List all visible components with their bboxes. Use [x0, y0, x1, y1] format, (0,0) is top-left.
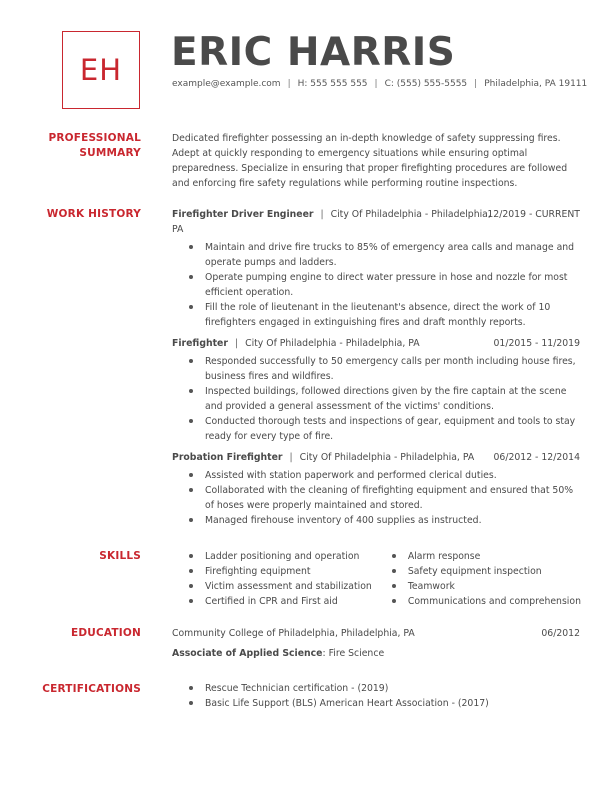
degree-name: Associate of Applied Science	[172, 648, 323, 659]
list-item: Fill the role of lieutenant in the lieutenant's absence, direct the work of 10 firefighters engaged in extinguishing fires and draft monthly reports.	[205, 300, 580, 330]
list-item: Victim assessment and stabilization	[205, 581, 372, 592]
separator: |	[287, 79, 291, 89]
education-heading: EDUCATION	[70, 627, 141, 639]
list-item: Collaborated with the cleaning of firefighting equipment and ensured that 50% of hoses were properly maintained and stored.	[205, 483, 580, 513]
separator: |	[234, 338, 239, 349]
job-bullets	[172, 468, 580, 528]
list-item: Maintain and drive fire trucks to 85% of emergency area calls and manage and operate pumps and ladders.	[205, 240, 580, 270]
list-item: Assisted with station paperwork and performed clerical duties.	[205, 468, 580, 483]
education-date: 06/2012	[541, 628, 580, 639]
certifications-heading: CERTIFICATIONS	[42, 683, 141, 695]
job-bullets	[172, 354, 580, 444]
job-title: Firefighter Driver Engineer	[172, 209, 314, 220]
list-item: Conducted thorough tests and inspections of gear, equipment and tools to stay ready for every type of fire.	[205, 414, 580, 444]
separator: |	[320, 209, 324, 220]
separator: |	[474, 79, 478, 89]
location: Philadelphia, PA 19111	[484, 79, 588, 89]
summary-text: Dedicated firefighter possessing an in-depth knowledge of safety suppressing fires. Adept at quickly responding to emergency situations while ensuring optimal preparedness. Specialize in ensuring that proper firefighting procedures are followed and enforcing fire safety regulations while performing routine inspections.	[172, 133, 568, 189]
job-employer: City Of Philadelphia - Philadelphia, PA	[299, 452, 475, 463]
job-entry	[172, 207, 580, 330]
list-item: Certified in CPR and First aid	[205, 594, 372, 609]
job-header	[172, 336, 580, 351]
list-item: Communications and comprehension	[407, 596, 581, 607]
skills	[172, 549, 580, 609]
list-item: Teamwork	[408, 579, 581, 594]
job-header	[172, 207, 580, 222]
job-dates: 01/2015 - 11/2019	[493, 338, 580, 349]
job-header	[172, 450, 580, 465]
summary-heading	[1, 131, 141, 161]
job-dates: 12/2019 - CURRENT	[487, 209, 580, 220]
summary-heading-line2: SUMMARY	[79, 147, 141, 159]
home-phone: H: 555 555 555	[297, 79, 368, 89]
skills-column-2	[372, 549, 581, 609]
list-item: Responded successfully to 50 emergency calls per month including house fires, business fires and wildfires.	[205, 354, 580, 384]
certifications	[172, 681, 580, 711]
degree-field: : Fire Science	[322, 648, 385, 659]
work-history-heading: WORK HISTORY	[46, 208, 141, 220]
job-title: Firefighter	[172, 338, 228, 349]
job-bullets	[172, 240, 580, 330]
education	[172, 626, 580, 661]
summary-heading-line1: PROFESSIONAL	[48, 132, 141, 144]
list-item: Basic Life Support (BLS) American Heart Association - (2017)	[205, 696, 580, 711]
list-item: Firefighting equipment	[205, 564, 372, 579]
education-row	[172, 626, 580, 641]
degree	[172, 646, 580, 661]
skills-heading: SKILLS	[99, 550, 141, 562]
job-entry	[172, 450, 580, 528]
monogram-logo: EH	[62, 31, 140, 109]
candidate-name: ERIC HARRIS	[171, 30, 456, 75]
job-employer: City Of Philadelphia - Philadelphia,	[330, 209, 491, 220]
separator: |	[374, 79, 378, 89]
job-employer-cont: PA	[172, 224, 184, 235]
list-item: Inspected buildings, followed directions given by the fire captain at the scene and provided a general assessment of the victims' conditions.	[205, 384, 580, 414]
job-title: Probation Firefighter	[172, 452, 283, 463]
separator: |	[289, 452, 293, 463]
list-item: Ladder positioning and operation	[205, 549, 372, 564]
cell-phone: C: (555) 555-5555	[384, 79, 468, 89]
work-history	[172, 207, 580, 534]
certification-list	[172, 681, 580, 711]
skills-grid	[172, 549, 580, 609]
skills-column-1	[172, 549, 372, 609]
job-employer: City Of Philadelphia - Philadelphia, PA	[245, 338, 420, 349]
contact-line	[172, 79, 587, 89]
list-item: Safety equipment inspection	[408, 564, 581, 579]
school: Community College of Philadelphia, Philadelphia, PA	[172, 628, 415, 639]
job-dates: 06/2012 - 12/2014	[493, 452, 580, 463]
list-item: Alarm response	[408, 549, 581, 564]
email[interactable]: example@example.com	[172, 79, 281, 89]
job-entry	[172, 336, 580, 444]
list-item: Operate pumping engine to direct water pressure in hose and nozzle for most efficient operation.	[205, 270, 580, 300]
list-item: Managed firehouse inventory of 400 supplies as instructed.	[205, 513, 580, 528]
list-item: Rescue Technician certification - (2019)	[205, 681, 580, 696]
